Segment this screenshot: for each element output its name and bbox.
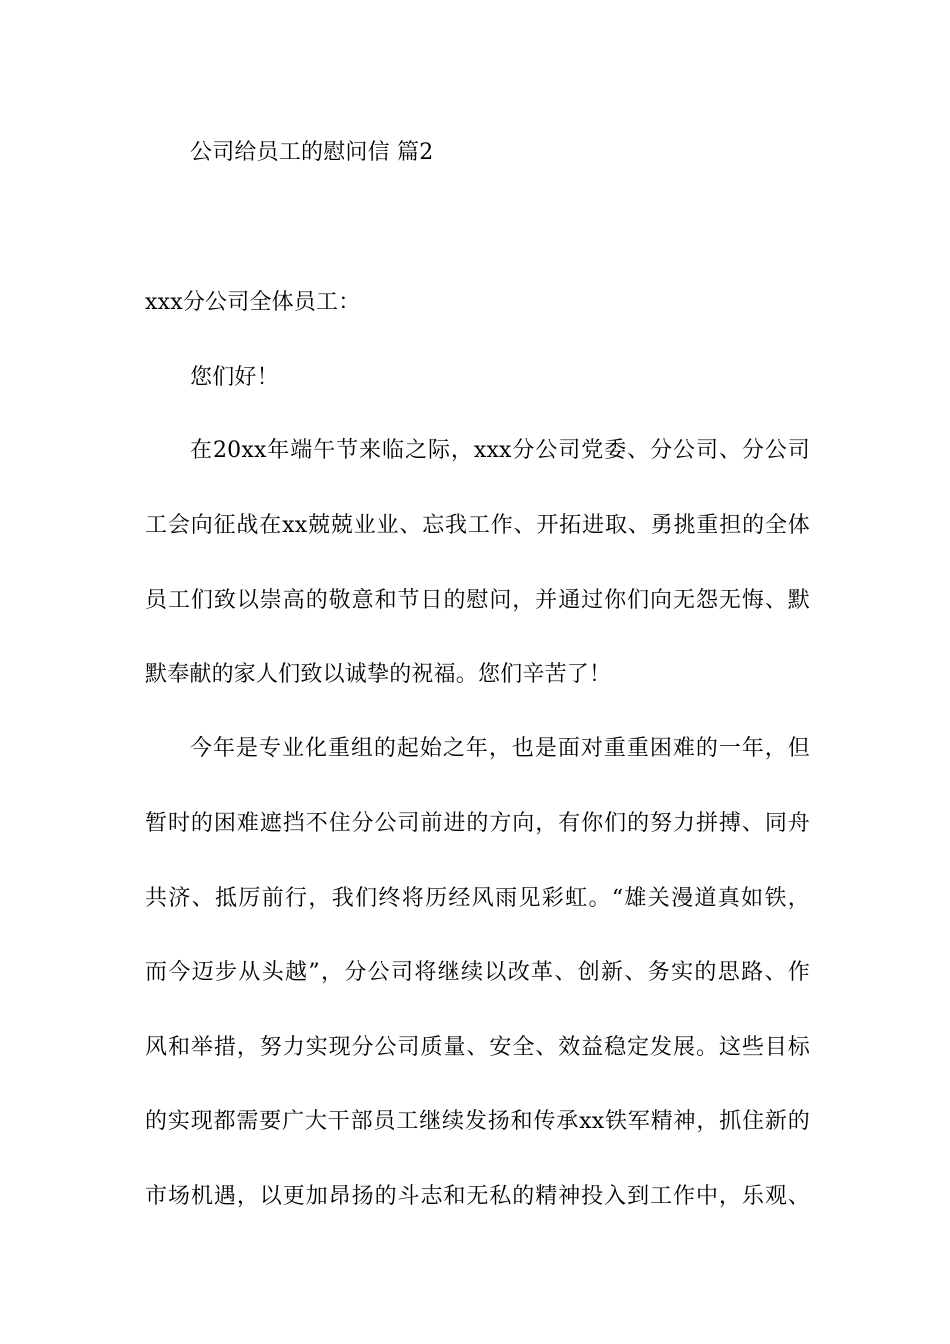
paragraph-2-line-4: 而今迈步从头越”，分公司将继续以改革、创新、务实的思路、作 (145, 960, 810, 985)
paragraph-2-line-3: 共济、抵厉前行，我们终将历经风雨见彩虹。“雄关漫道真如铁， (145, 886, 810, 911)
paragraph-1-line-1: 在20xx年端午节来临之际，xxx分公司党委、分公司、分公司 (190, 438, 810, 463)
paragraph-2-line-6: 的实现都需要广大干部员工继续发扬和传承xx铁军精神，抓住新的 (145, 1109, 810, 1134)
paragraph-2-line-5: 风和举措，努力实现分公司质量、安全、效益稳定发展。这些目标 (145, 1035, 810, 1060)
paragraph-2-line-2: 暂时的困难遮挡不住分公司前进的方向，有你们的努力拼搏、同舟 (145, 811, 810, 836)
paragraph-1-line-2: 工会向征战在xx兢兢业业、忘我工作、开拓进取、勇挑重担的全体 (145, 513, 810, 538)
paragraph-1-line-4: 默奉献的家人们致以诚挚的祝福。您们辛苦了！ (145, 662, 612, 687)
document-title: 公司给员工的慰问信 篇2 (190, 140, 434, 165)
paragraph-2-line-1: 今年是专业化重组的起始之年，也是面对重重困难的一年，但 (190, 736, 810, 761)
paragraph-2-line-7: 市场机遇，以更加昂扬的斗志和无私的精神投入到工作中，乐观、 (145, 1184, 810, 1209)
salutation: xxx分公司全体员工： (145, 290, 361, 315)
paragraph-1-line-3: 员工们致以崇高的敬意和节日的慰问，并通过你们向无怨无悔、默 (145, 588, 810, 613)
greeting: 您们好！ (190, 365, 279, 390)
